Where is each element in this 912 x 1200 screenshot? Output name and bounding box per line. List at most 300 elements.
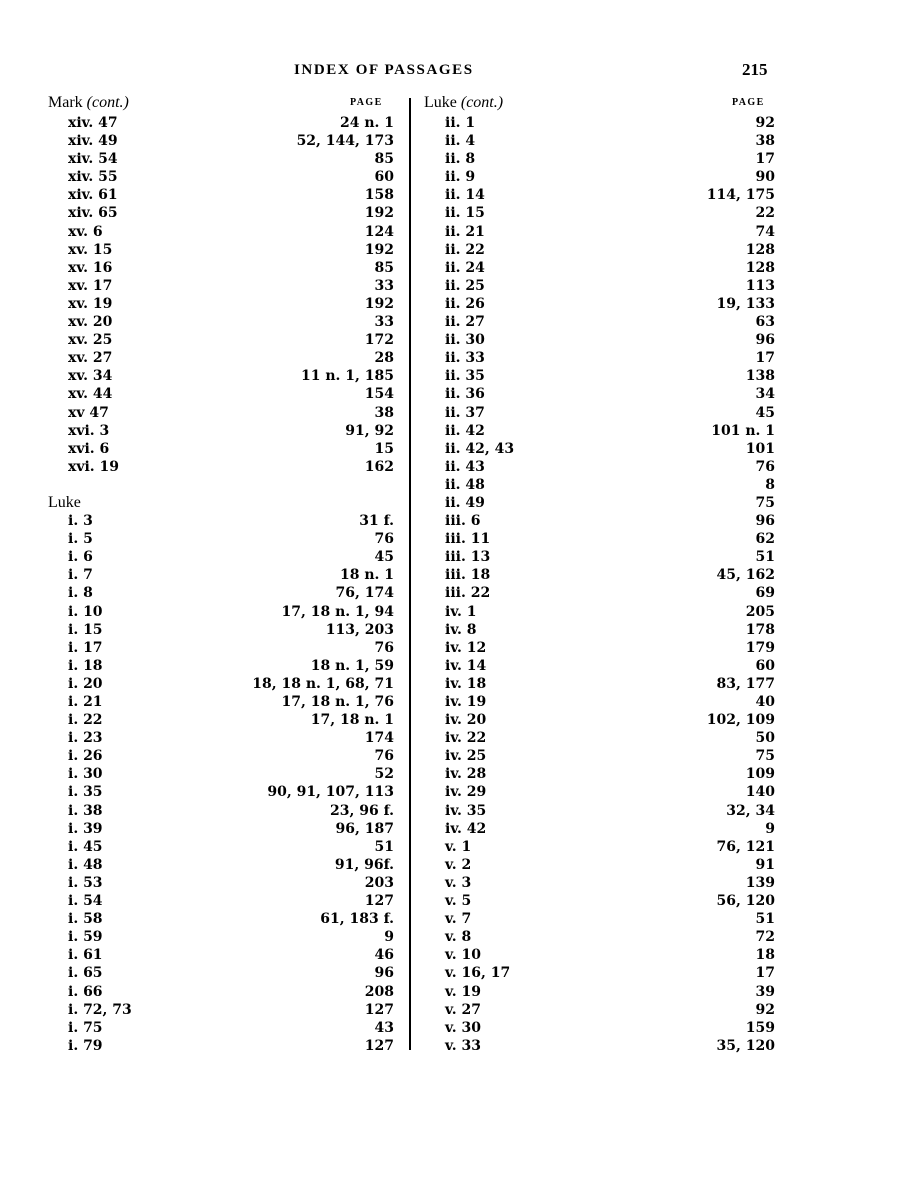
index-entry (445, 530, 775, 548)
index-entry (68, 910, 394, 928)
passage-reference: xv. 6 (68, 223, 103, 240)
index-entry (445, 657, 775, 675)
page-references: 35, 120 (716, 1037, 775, 1054)
passage-reference: iv. 14 (445, 657, 487, 674)
passage-reference: xiv. 61 (68, 187, 118, 204)
passage-reference: i. 48 (68, 856, 103, 873)
section-title: Luke (48, 493, 81, 511)
page-references: 174 (364, 730, 394, 747)
passage-reference: ii. 15 (445, 205, 485, 222)
index-entry (68, 204, 394, 222)
page-references: 51 (374, 838, 394, 855)
index-entry (445, 512, 775, 530)
passage-reference: iii. 11 (445, 531, 491, 548)
index-entry (68, 313, 394, 331)
passage-reference: xiv. 49 (68, 133, 118, 150)
index-entry (445, 639, 775, 657)
page-references: 127 (364, 893, 394, 910)
page-references: 128 (745, 259, 775, 276)
index-entry (445, 313, 775, 331)
index-entry (445, 458, 775, 476)
index-entry (68, 566, 394, 584)
page-references: 45 (374, 549, 394, 566)
index-entry (445, 928, 775, 946)
passage-reference: i. 26 (68, 748, 103, 765)
page-references: 179 (745, 639, 775, 656)
page-references: 46 (374, 947, 394, 964)
page-references: 45 (755, 404, 775, 421)
page-references: 17 (755, 350, 775, 367)
index-entry (68, 802, 394, 820)
page-references: 56, 120 (716, 893, 775, 910)
passage-reference: v. 16, 17 (445, 965, 511, 982)
index-entry (445, 440, 775, 458)
passage-reference: xv. 19 (68, 295, 113, 312)
passage-reference: xvi. 6 (68, 440, 110, 457)
page-references: 127 (364, 1037, 394, 1054)
page-references: 51 (755, 911, 775, 928)
page-references: 40 (755, 694, 775, 710)
section-heading (48, 493, 394, 512)
passage-reference: i. 45 (68, 838, 103, 855)
passage-reference: i. 30 (68, 766, 103, 783)
page-references: 96, 187 (335, 820, 394, 837)
passage-reference: iii. 18 (445, 567, 491, 584)
index-entry (445, 783, 775, 801)
page-references: 52, 144, 173 (296, 133, 394, 150)
page-references: 162 (364, 458, 394, 475)
page-references: 51 (755, 549, 775, 566)
passage-reference: v. 19 (445, 983, 481, 1000)
index-entry (68, 458, 394, 476)
passage-reference: ii. 8 (445, 151, 476, 168)
passage-reference: v. 2 (445, 856, 472, 873)
index-entry (445, 204, 775, 222)
passage-reference: xv. 15 (68, 241, 113, 258)
page-references: 60 (374, 169, 394, 186)
page-references: 203 (364, 874, 394, 891)
passage-reference: iv. 42 (445, 820, 487, 837)
index-entry (68, 621, 394, 639)
passage-reference: i. 7 (68, 567, 93, 584)
page-references: 96 (755, 332, 775, 349)
index-entry (68, 711, 394, 729)
passage-reference: xiv. 55 (68, 169, 118, 186)
index-entry (445, 1019, 775, 1037)
index-entry (68, 657, 394, 675)
page-references: 101 n. 1 (711, 422, 775, 439)
page-references: 96 (374, 965, 394, 982)
index-entry (68, 476, 394, 494)
index-entry (445, 132, 775, 150)
page-references: 85 (374, 259, 394, 276)
passage-reference: iv. 1 (445, 603, 477, 620)
index-entry (68, 168, 394, 186)
passage-reference: v. 7 (445, 911, 472, 928)
passage-reference: xv. 16 (68, 259, 113, 276)
index-entry (68, 874, 394, 892)
index-entry (445, 693, 775, 711)
index-entry (445, 983, 775, 1001)
index-entry (68, 241, 394, 259)
page-title: INDEX OF PASSAGES (294, 62, 474, 78)
passage-reference: i. 22 (68, 712, 103, 729)
index-entry (68, 385, 394, 403)
index-entry (68, 639, 394, 657)
page-references: 24 n. 1 (339, 115, 394, 131)
index-entry (445, 566, 775, 584)
passage-reference: i. 15 (68, 621, 103, 638)
passage-reference: i. 75 (68, 1019, 103, 1036)
page-references: 91, 96f. (334, 856, 394, 873)
page-references: 18 (755, 947, 775, 964)
passage-reference: i. 6 (68, 549, 93, 566)
passage-reference: ii. 35 (445, 368, 485, 385)
passage-reference: i. 23 (68, 730, 103, 747)
index-entry (68, 783, 394, 801)
index-entry (68, 512, 394, 530)
index-entry (68, 1001, 394, 1019)
index-entry (68, 1019, 394, 1037)
page-references: 83, 177 (716, 675, 775, 692)
passage-reference: xvi. 3 (68, 422, 110, 439)
passage-reference: ii. 24 (445, 259, 485, 276)
page-references: 17, 18 n. 1, 94 (281, 603, 394, 620)
index-entry (445, 476, 775, 494)
index-entry (68, 422, 394, 440)
page-references: 139 (745, 874, 775, 891)
passage-reference: iii. 22 (445, 585, 491, 602)
page-references: 76 (374, 748, 394, 765)
passage-reference: i. 53 (68, 874, 103, 891)
index-entry (68, 747, 394, 765)
page-references: 109 (745, 766, 775, 783)
passage-reference: iv. 8 (445, 621, 477, 638)
passage-reference: ii. 1 (445, 115, 476, 131)
index-entry (68, 856, 394, 874)
passage-reference: iv. 22 (445, 730, 487, 747)
page-references: 63 (755, 314, 775, 331)
page-references: 91, 92 (345, 422, 394, 439)
index-entry (445, 892, 775, 910)
index-entry (445, 223, 775, 241)
page-references: 45, 162 (716, 567, 775, 584)
passage-reference: v. 1 (445, 838, 472, 855)
passage-reference: xv. 25 (68, 332, 113, 349)
page-references: 17, 18 n. 1, 76 (281, 694, 394, 710)
index-entry (68, 367, 394, 385)
passage-reference: ii. 27 (445, 314, 485, 331)
index-entry (445, 241, 775, 259)
index-entry (68, 1037, 394, 1055)
passage-reference: v. 33 (445, 1037, 481, 1054)
passage-reference: i. 3 (68, 513, 93, 530)
page-references: 192 (364, 205, 394, 222)
page-references: 11 n. 1, 185 (301, 368, 394, 385)
index-entry (68, 150, 394, 168)
passage-reference: xvi. 19 (68, 458, 120, 475)
passage-reference: v. 30 (445, 1019, 481, 1036)
page-references: 124 (364, 223, 394, 240)
right-index-column (445, 114, 775, 1055)
passage-reference: i. 58 (68, 911, 103, 928)
right-heading-book: Luke (424, 94, 457, 111)
page-references: 9 (765, 820, 775, 837)
passage-reference: xiv. 47 (68, 115, 118, 131)
index-entry (68, 295, 394, 313)
index-entry (445, 729, 775, 747)
passage-reference: ii. 14 (445, 187, 485, 204)
index-entry (68, 114, 394, 132)
passage-reference: i. 61 (68, 947, 103, 964)
index-entry (445, 946, 775, 964)
left-page-label: PAGE (350, 97, 383, 108)
passage-reference: ii. 49 (445, 494, 485, 511)
index-entry (68, 548, 394, 566)
index-entry (68, 693, 394, 711)
passage-reference: v. 10 (445, 947, 481, 964)
passage-reference: i. 17 (68, 639, 103, 656)
passage-reference: ii. 36 (445, 386, 485, 403)
index-entry (445, 802, 775, 820)
index-entry (445, 404, 775, 422)
page-references: 33 (374, 314, 394, 331)
page-references: 96 (755, 513, 775, 530)
page-references: 102, 109 (706, 712, 775, 729)
index-entry (445, 349, 775, 367)
index-entry (445, 548, 775, 566)
index-entry (68, 892, 394, 910)
index-entry (445, 331, 775, 349)
index-entry (445, 295, 775, 313)
passage-reference: i. 18 (68, 657, 103, 674)
passage-reference: xv. 20 (68, 314, 113, 331)
index-entry (68, 132, 394, 150)
page-references: 17 (755, 965, 775, 982)
left-index-column (48, 114, 394, 1055)
index-entry (445, 494, 775, 512)
passage-reference: ii. 30 (445, 332, 485, 349)
index-entry (68, 530, 394, 548)
index-entry (68, 820, 394, 838)
index-entry (68, 349, 394, 367)
passage-reference: v. 27 (445, 1001, 481, 1018)
index-entry (68, 440, 394, 458)
passage-reference: i. 66 (68, 983, 103, 1000)
page-references: 62 (755, 531, 775, 548)
passage-reference: xv. 27 (68, 350, 113, 367)
page-references: 192 (364, 241, 394, 258)
passage-reference: iv. 19 (445, 694, 487, 710)
page-references: 76 (374, 531, 394, 548)
page-references: 138 (745, 368, 775, 385)
page-references: 22 (755, 205, 775, 222)
index-entry (445, 186, 775, 204)
index-entry (68, 964, 394, 982)
page-references: 92 (755, 115, 775, 131)
passage-reference: xiv. 54 (68, 151, 118, 168)
index-entry (445, 1001, 775, 1019)
index-entry (445, 765, 775, 783)
index-entry (68, 223, 394, 241)
left-column-heading (48, 94, 129, 112)
passage-reference: iii. 6 (445, 513, 481, 530)
passage-reference: i. 35 (68, 784, 103, 801)
page-references: 8 (765, 476, 775, 493)
passage-reference: ii. 42 (445, 422, 485, 439)
passage-reference: i. 10 (68, 603, 103, 620)
index-entry (445, 422, 775, 440)
page-references: 61, 183 f. (320, 911, 394, 928)
page-references: 208 (364, 983, 394, 1000)
page-references: 69 (755, 585, 775, 602)
index-entry (445, 114, 775, 132)
index-entry (445, 150, 775, 168)
page-references: 158 (364, 187, 394, 204)
page-references: 60 (755, 657, 775, 674)
page-references: 18, 18 n. 1, 68, 71 (252, 675, 394, 692)
passage-reference: iv. 29 (445, 784, 487, 801)
right-page-label: PAGE (732, 97, 765, 108)
passage-reference: i. 72, 73 (68, 1001, 132, 1018)
passage-reference: i. 65 (68, 965, 103, 982)
index-entry (445, 584, 775, 602)
page-references: 72 (755, 929, 775, 946)
passage-reference: iv. 18 (445, 675, 487, 692)
index-entry (445, 367, 775, 385)
index-entry (68, 729, 394, 747)
page-references: 33 (374, 277, 394, 294)
page-references: 76 (755, 458, 775, 475)
index-entry (445, 747, 775, 765)
passage-reference: ii. 21 (445, 223, 485, 240)
page-references: 85 (374, 151, 394, 168)
index-entry (445, 675, 775, 693)
page-references: 39 (755, 983, 775, 1000)
index-entry (68, 603, 394, 621)
passage-reference: v. 5 (445, 893, 472, 910)
index-entry (445, 168, 775, 186)
passage-reference: i. 59 (68, 929, 103, 946)
passage-reference: xv. 34 (68, 368, 113, 385)
passage-reference: xv. 17 (68, 277, 113, 294)
page-references: 50 (755, 730, 775, 747)
page-references: 192 (364, 295, 394, 312)
page-references: 38 (374, 404, 394, 421)
page-references: 128 (745, 241, 775, 258)
passage-reference: i. 79 (68, 1037, 103, 1054)
index-entry (445, 621, 775, 639)
passage-reference: i. 54 (68, 893, 103, 910)
passage-reference: iii. 13 (445, 549, 491, 566)
passage-reference: ii. 25 (445, 277, 485, 294)
index-entry (68, 584, 394, 602)
passage-reference: i. 8 (68, 585, 93, 602)
page-references: 28 (374, 350, 394, 367)
passage-reference: ii. 9 (445, 169, 476, 186)
passage-reference: iv. 25 (445, 748, 487, 765)
page-references: 114, 175 (706, 187, 775, 204)
page-references: 9 (384, 929, 394, 946)
page-references: 19, 133 (716, 295, 775, 312)
index-entry (445, 856, 775, 874)
page-references: 154 (364, 386, 394, 403)
index-entry (445, 385, 775, 403)
index-entry (445, 838, 775, 856)
page-references: 113, 203 (325, 621, 394, 638)
index-entry (68, 838, 394, 856)
page-references: 178 (745, 621, 775, 638)
page-references: 43 (374, 1019, 394, 1036)
passage-reference: iv. 20 (445, 712, 487, 729)
index-entry (68, 765, 394, 783)
index-entry (68, 675, 394, 693)
page-references: 76 (374, 639, 394, 656)
index-entry (445, 820, 775, 838)
passage-reference: v. 8 (445, 929, 472, 946)
page-references: 92 (755, 1001, 775, 1018)
page-references: 159 (745, 1019, 775, 1036)
index-entry (68, 404, 394, 422)
index-entry (445, 874, 775, 892)
page-references: 17, 18 n. 1 (310, 712, 394, 729)
passage-reference: ii. 4 (445, 133, 476, 150)
passage-reference: ii. 22 (445, 241, 485, 258)
index-entry (68, 259, 394, 277)
page-references: 23, 96 f. (330, 802, 394, 819)
page-references: 31 f. (359, 513, 394, 530)
page-references: 18 n. 1, 59 (310, 657, 394, 674)
index-entry (68, 983, 394, 1001)
index-entry (445, 711, 775, 729)
index-entry (445, 259, 775, 277)
passage-reference: ii. 33 (445, 350, 485, 367)
passage-reference: i. 20 (68, 675, 103, 692)
index-entry (445, 1037, 775, 1055)
index-entry (68, 277, 394, 295)
page-references: 172 (364, 332, 394, 349)
page-references: 18 n. 1 (339, 567, 394, 584)
passage-reference: iv. 28 (445, 766, 487, 783)
passage-reference: iv. 12 (445, 639, 487, 656)
passage-reference: ii. 42, 43 (445, 440, 515, 457)
index-entry (68, 186, 394, 204)
page-references: 52 (374, 766, 394, 783)
page-references: 15 (374, 440, 394, 457)
right-column-heading (424, 94, 503, 112)
passage-reference: xv. 44 (68, 386, 113, 403)
page-references: 91 (755, 856, 775, 873)
page-references: 17 (755, 151, 775, 168)
page-references: 113 (745, 277, 775, 294)
passage-reference: i. 21 (68, 694, 103, 710)
passage-reference: ii. 37 (445, 404, 485, 421)
page-references: 76, 174 (335, 585, 394, 602)
left-heading-cont: (cont.) (86, 94, 129, 111)
page-references: 32, 34 (726, 802, 775, 819)
page-references: 74 (755, 223, 775, 240)
passage-reference: i. 38 (68, 802, 103, 819)
page-references: 75 (755, 494, 775, 511)
column-divider (409, 98, 411, 1050)
passage-reference: ii. 43 (445, 458, 485, 475)
page-references: 205 (745, 603, 775, 620)
page-references: 34 (755, 386, 775, 403)
index-entry (68, 928, 394, 946)
passage-reference: v. 3 (445, 874, 472, 891)
index-entry (445, 964, 775, 982)
page-references: 101 (745, 440, 775, 457)
